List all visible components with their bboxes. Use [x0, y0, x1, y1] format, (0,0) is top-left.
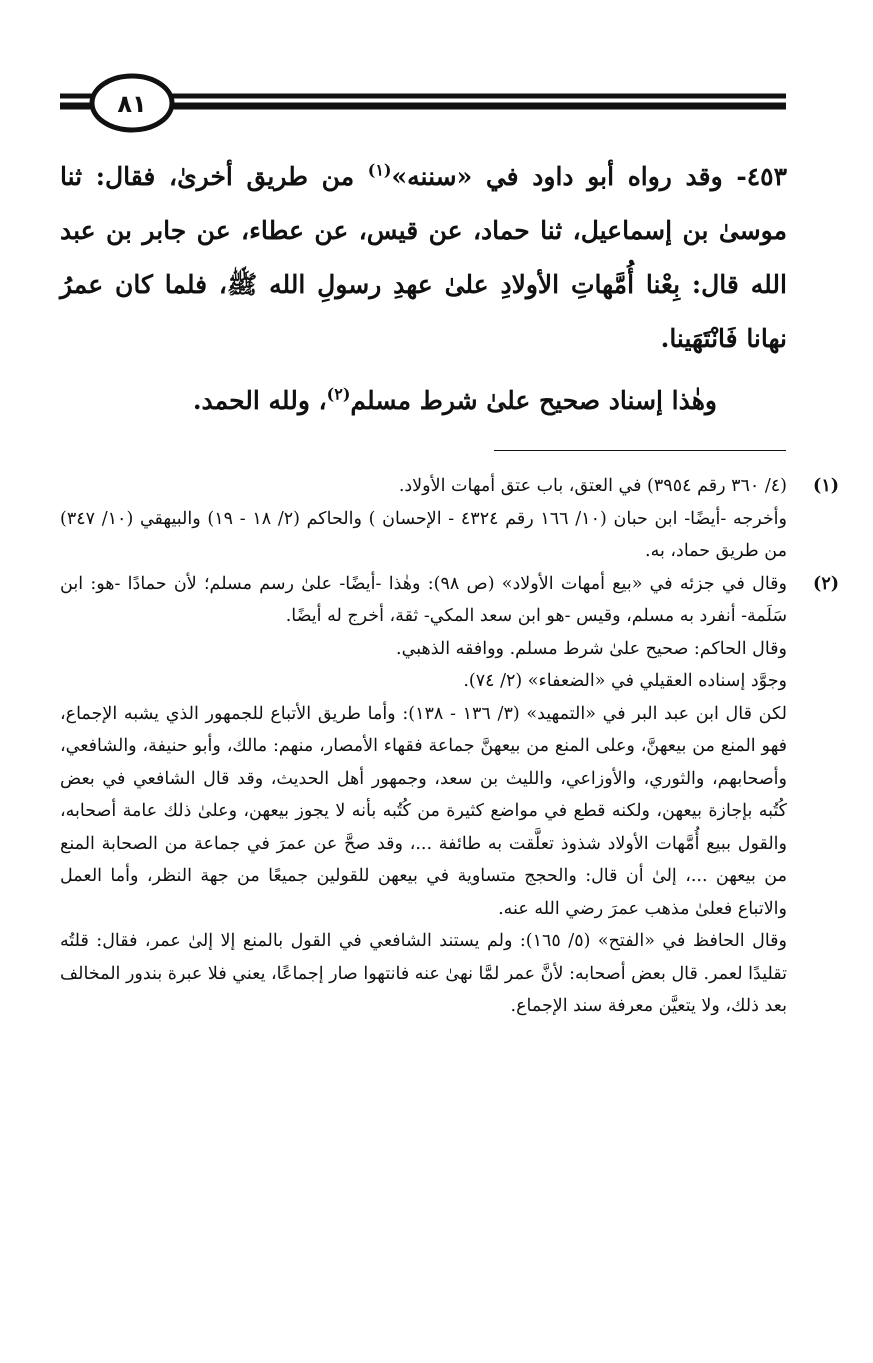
- footnote-line: (٤/ ٣٦٠ رقم ٣٩٥٤) في العتق، باب عتق أمهات الأولاد.: [398, 476, 787, 496]
- main-text: [60, 150, 787, 428]
- footnote-line: وقال في جزئه في «بيع أمهات الأولاد» (ص ٩٨): وهٰذا -أيضًا- علىٰ رسم مسلم؛ لأن حمادًا -هو: ابن سَلَمة- أنفرد به مسلم، وقيس -هو ابن سعد المكي- ثقة، أخرج له أيضًا.: [60, 573, 787, 626]
- page-number: ٨١: [117, 90, 147, 118]
- closing-line: [60, 374, 787, 428]
- closing-text: وهٰذا إسناد صحيح علىٰ شرط مسلم: [350, 386, 717, 415]
- hadith-text-rest: من طريق أخرىٰ، فقال: ثنا موسىٰ بن إسماعيل، ثنا حماد، عن قيس، عن عطاء، عن جابر بن عبد الله قال: بِعْنا أُمَّهاتِ الأولادِ علىٰ عهدِ رسولِ الله ﷺ، فلما كان عمرُ نهانا فَانْتَهَينا.: [60, 162, 787, 353]
- hadith-paragraph: [60, 150, 787, 366]
- footnote-label: (١): [813, 476, 839, 496]
- footnote-label: (٢): [813, 573, 839, 594]
- footnote-line: وأخرجه -أيضًا- ابن حبان (١٠/ ١٦٦ رقم ٤٣٢٤ - الإحسان ) والحاكم (٢/ ١٨ - ١٩) والبيهقي (١٠/ ٣٤٧) من طريق حماد، به.: [60, 508, 787, 561]
- hadith-text-start: ٤٥٣- وقد رواه أبو داود في «سننه»: [391, 162, 788, 191]
- footnote-line: وقال الحافظ في «الفتح» (٥/ ١٦٥): ولم يستند الشافعي في القول بالمنع إلا إلىٰ عمر، فقال: قلتُه تقليدًا لعمر. قال بعض أصحابه: لأنَّ عمر لمَّا نهىٰ عنه فانتهوا صار إجماعًا، يعني فلا عبرة بندور المخالف بعد ذلك، ولا يتعيَّن معرفة سند الإجماع.: [60, 931, 787, 1016]
- footnote-1: [60, 470, 839, 568]
- footnote-line: وجوَّد إسناده العقيلي في «الضعفاء» (٢/ ٧٤).: [463, 671, 787, 691]
- header-rule-ornament: [0, 0, 873, 150]
- footnote-line: وقال الحاكم: صحيح علىٰ شرط مسلم. ووافقه الذهبي.: [396, 638, 787, 659]
- page-header: [0, 0, 873, 150]
- footnote-ref-1: (١): [367, 160, 392, 180]
- footnote-line: لكن قال ابن عبد البر في «التمهيد» (٣/ ١٣٦ - ١٣٨): وأما طريق الأتباع للجمهور الذي يشبه الإجماع، فهو المنع من بيعهنَّ، وعلى المنع من بيعهنَّ جماعة فقهاء الأمصار، منهم: مالك، وأبو حنيفة، والشافعي، وأصحابهم، والثوري، والأوزاعي، والليث بن سعد، وجمهور أهل الحديث، وقد قال الشافعي في بعض كُتُبه بإجازة بيعهن، ولكنه قطع في مواضع كثيرة من كُتُبه بأنه لا يجوز بيعهن، وعلىٰ ذلك عامة أصحابه، والقول ببيع أُمَّهات الأولاد شذوذ تعلَّقت به طائفة ...، وقد صحَّ عن عمرَ في جماعة من الصحابة المنع من بيعهن ...، إلىٰ أن قال: والحجج متساوية في بيعهن للقولين جميعًا من جهة النظر، وأما العمل والاتباع فعلىٰ مذهب عمرَ رضي الله عنه.: [60, 703, 787, 919]
- footnote-separator: [494, 450, 786, 451]
- closing-text-rest: ، ولله الحمد.: [192, 386, 327, 415]
- footnote-2: [60, 568, 839, 1023]
- footnote-ref-2: (٢): [326, 384, 351, 404]
- footnotes: [60, 470, 839, 1023]
